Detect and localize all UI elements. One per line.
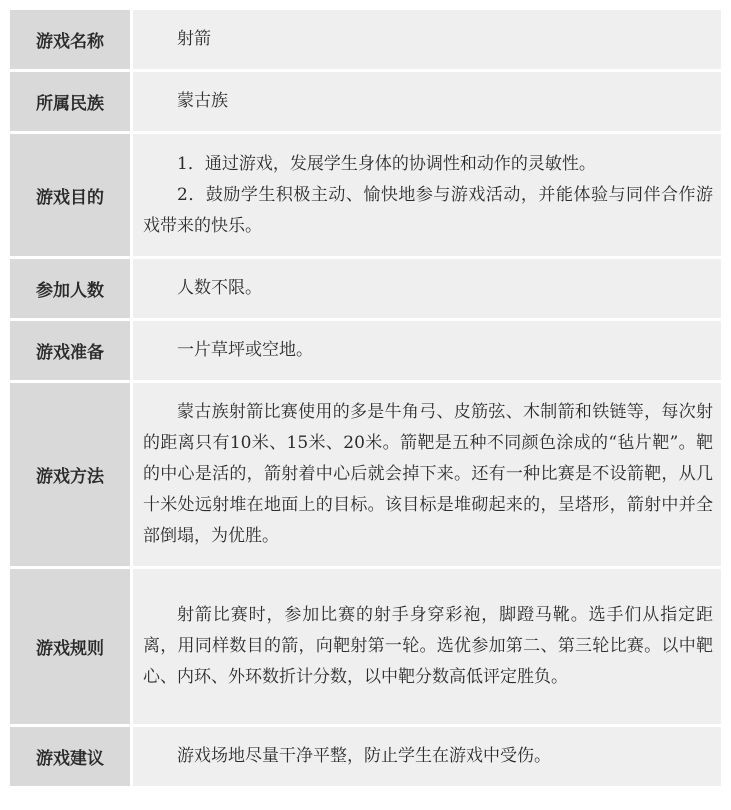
paragraph: 游戏场地尽量干净平整，防止学生在游戏中受伤。 xyxy=(177,746,551,766)
paragraph: 蒙古族 xyxy=(177,91,228,111)
label-suggestion: 游戏建议 xyxy=(10,727,130,786)
label-participants: 参加人数 xyxy=(10,259,130,318)
label-game-name: 游戏名称 xyxy=(10,10,130,69)
game-info-table xyxy=(10,10,721,786)
value-participants xyxy=(133,259,721,318)
value-game-name xyxy=(133,10,721,69)
paragraph: 人数不限。 xyxy=(177,278,262,298)
value-suggestion xyxy=(133,727,721,786)
label-preparation: 游戏准备 xyxy=(10,321,130,380)
value-method xyxy=(133,383,721,566)
paragraph: 一片草坪或空地。 xyxy=(177,340,313,360)
label-method: 游戏方法 xyxy=(10,383,130,566)
paragraph: 1．通过游戏，发展学生身体的协调性和动作的灵敏性。 xyxy=(177,153,596,174)
paragraph: 蒙古族射箭比赛使用的多是牛角弓、皮筋弦、木制箭和铁链等，每次射的距离只有10米、15米、20米。箭靶是五种不同颜色涂成的“毡片靶”。靶的中心是活的，箭射着中心后就会掉下来。还有一种比赛是不设箭靶，从几十米处远射堆在地面上的目标。该目标是堆砌起来的，呈塔形，箭射中并全部倒塌，为优胜。 xyxy=(143,402,713,546)
value-rules xyxy=(133,569,721,724)
label-ethnic-group: 所属民族 xyxy=(10,72,130,131)
value-game-purpose xyxy=(133,134,721,256)
label-rules: 游戏规则 xyxy=(10,569,130,724)
label-game-purpose: 游戏目的 xyxy=(10,134,130,256)
paragraph: 2．鼓励学生积极主动、愉快地参与游戏活动，并能体验与同伴合作游戏带来的快乐。 xyxy=(143,184,713,236)
paragraph: 射箭 xyxy=(177,29,211,49)
value-preparation xyxy=(133,321,721,380)
value-ethnic-group xyxy=(133,72,721,131)
paragraph: 射箭比赛时，参加比赛的射手身穿彩袍，脚蹬马靴。选手们从指定距离，用同样数目的箭，向靶射第一轮。选优参加第二、第三轮比赛。以中靶心、内环、外环数折计分数，以中靶分数高低评定胜负。 xyxy=(143,605,713,687)
